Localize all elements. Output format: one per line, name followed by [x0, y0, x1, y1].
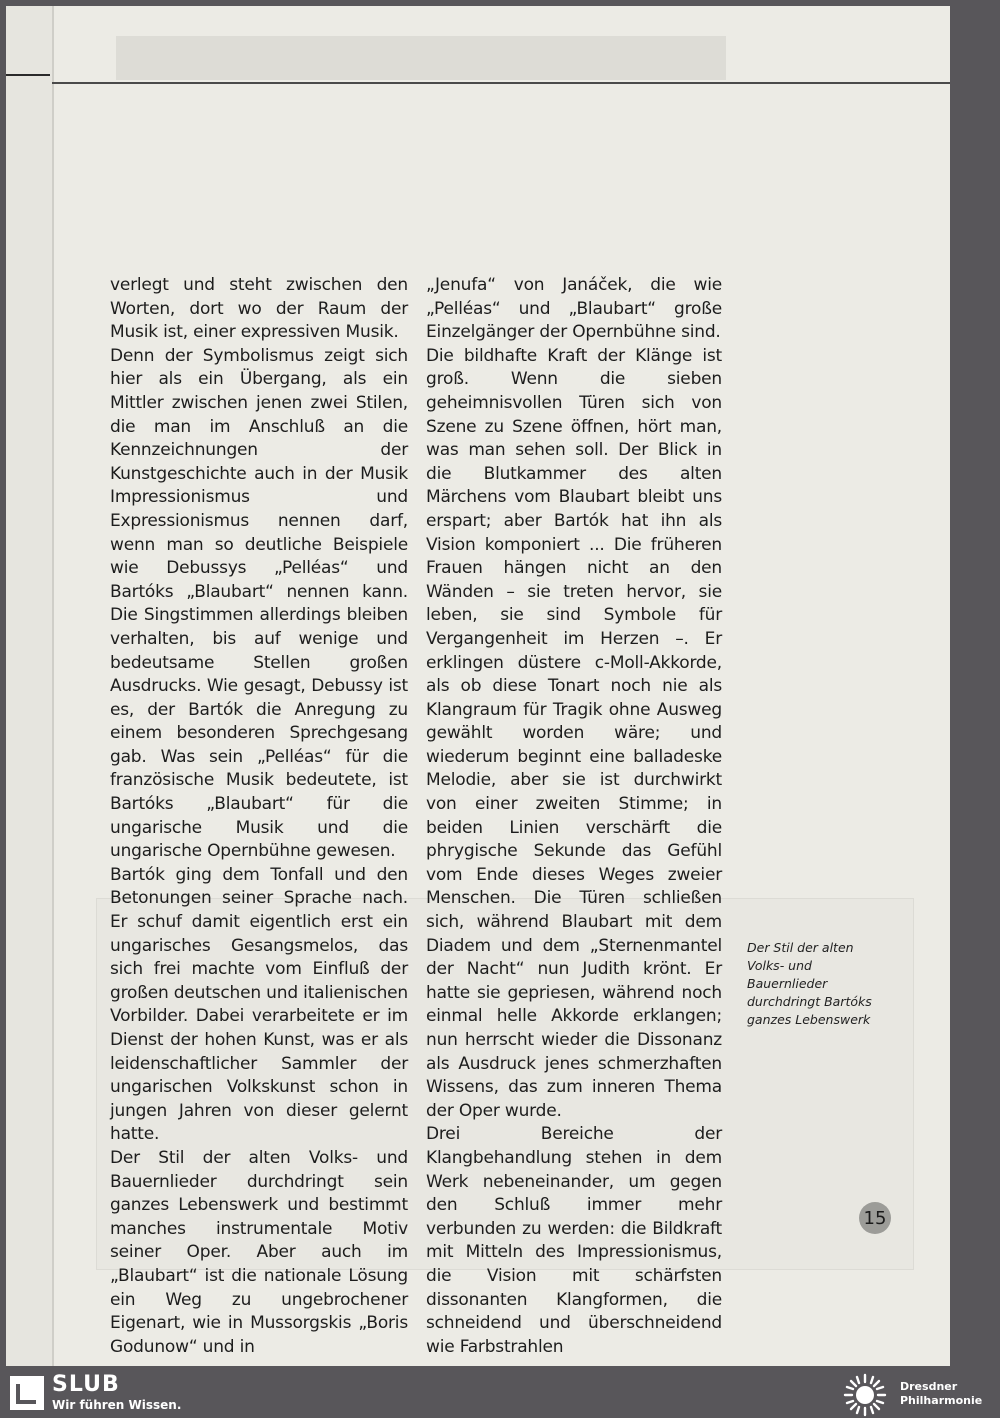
philharmonie-name [900, 1380, 982, 1408]
paragraph: Denn der Symbolismus zeigt sich hier als ein Übergang, als ein Mittler zwischen jenen zwei Stilen, die man im Anschluß an die Kennzeichnungen der Kunstgeschichte auch in der Musik Impressionismus und Expressionismus nennen darf, wenn man so deutliche Beispiele wie Debussys „Pelléas“ und Bartóks „Blaubart“ nennen kann. Die Singstimmen allerdings bleiben verhalten, bis auf wenige und bedeutsame Stellen großen Ausdrucks. Wie gesagt, Debussy ist es, der Bartók die Anregung zu einem besonderen Sprechgesang gab. Was sein „Pelléas“ für die französische Musik bedeutete, ist Bartóks „Blaubart“ für die ungarische Musik und die ungarische Opernbühne gewesen. [110, 345, 408, 862]
philharmonie-line2: Philharmonie [900, 1394, 983, 1407]
show-through-band [116, 36, 726, 80]
page-edge-mark [6, 74, 50, 76]
philharmonie-line1: Dresdner [900, 1380, 958, 1393]
footer-bar [0, 1366, 1000, 1418]
paragraph: Drei Bereiche der Klangbehandlung stehen in dem Werk nebeneinander, um gegen den Schluß immer mehr verbunden zu werden: die Bildkraft mit Mitteln des Impressionismus, die Vision mit schärfsten dissonanten Klangformen, die schneidend und überschneidend wie Farbstrahlen [426, 1124, 722, 1357]
slub-logo-icon [10, 1376, 44, 1410]
side-caption: Der Stil der alten Volks- und Bauernlieder durchdringt Bartóks ganzes Lebenswerk [747, 940, 872, 1027]
paragraph: „Jenufa“ von Janáček, die wie „Pelléas“ und „Blaubart“ große Einzelgänger der Opernbühne sind. [426, 275, 722, 343]
article-column-right [426, 274, 722, 1359]
paragraph: Bartók ging dem Tonfall und den Betonungen seiner Sprache nach. Er schuf damit eigentlich erst ein ungarisches Gesangsmelos, das sich frei machte vom Einfluß der großen deutschen und italienischen Vorbilder. Dabei verarbeitete er im Dienst der hohen Kunst, was er als leidenschaftlicher Sammler der ungarischen Volkskunst schon in jungen Jahren von dieser gelernt hatte. [110, 864, 408, 1145]
slub-tagline: Wir führen Wissen. [52, 1398, 182, 1412]
top-rule [52, 82, 950, 84]
previous-page-edge [6, 6, 54, 1366]
paragraph: Der Stil der alten Volks- und Bauernlieder durchdringt sein ganzes Lebenswerk und bestimmt manches instrumentale Motiv seiner Oper. Aber auch im „Blaubart“ ist die nationale Lösung ein Weg zu ungebrochener Eigenart, wie in Mussorgskis „Boris Godunow“ und in [110, 1147, 408, 1357]
philharmonie-logo-icon [842, 1372, 888, 1418]
slub-name: SLUB [52, 1372, 120, 1397]
paragraph: Die bildhafte Kraft der Klänge ist groß. Wenn die sieben geheimnisvollen Türen sich von Szene zu Szene öffnen, hört man, was man sehen soll. Der Blick in die Blutkammer des alten Märchens vom Blaubart bleibt uns erspart; aber Bartók hat ihn als Vision komponiert ... Die früheren Frauen hängen nicht an den Wänden – sie treten hervor, sie leben, sie sind Symbole für Vergangenheit im Herzen –. Er erklingen düstere c-Moll-Akkorde, als ob diese Tonart noch nie als Klangraum für Tragik ohne Ausweg gewählt worden wäre; und wiederum beginnt eine balladeske Melodie, aber sie ist durchwirkt von einer zweiten Stimme; in beiden Linien verschärft die phrygische Sekunde das Gefühl vom Ende dieses Weges zweier Menschen. Die Türen schließen sich, während Blaubart mit dem Diadem und dem „Sternenmantel der Nacht“ nun Judith krönt. Er hatte sie gepriesen, während noch einmal helle Akkorde erklangen; nun herrscht wieder die Dissonanz als Ausdruck jenes schmerzhaften Wissens, das zum inneren Thema der Oper wurde. [426, 345, 722, 1121]
scanned-page [6, 6, 950, 1366]
paragraph: verlegt und steht zwischen den Worten, dort wo der Raum der Musik ist, einer expressiven Musik. [110, 275, 408, 343]
page-number: 15 [859, 1202, 891, 1234]
article-column-left [110, 274, 408, 1359]
